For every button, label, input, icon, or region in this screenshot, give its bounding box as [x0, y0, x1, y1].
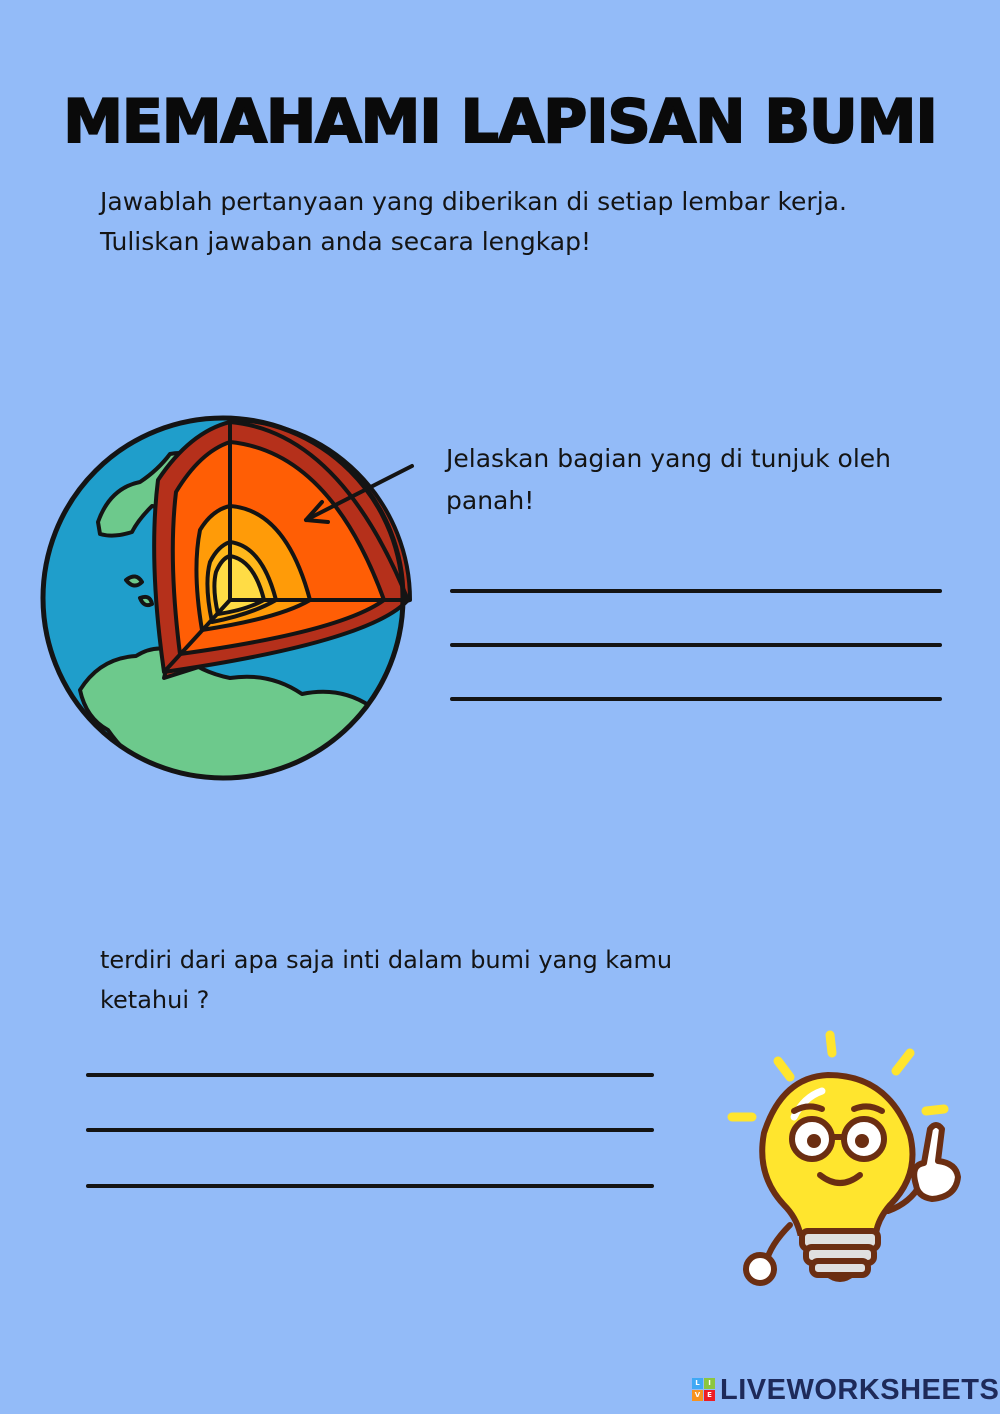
answer-1-line-3[interactable] [450, 697, 942, 701]
answer-2-line-2[interactable] [86, 1128, 654, 1132]
question-1 [446, 438, 946, 522]
question-2-line-1: terdiri dari apa saja inti dalam bumi yang kamu [100, 946, 673, 974]
question-2-line-2: ketahui ? [100, 986, 210, 1014]
instructions-line-2: Tuliskan jawaban anda secara lengkap! [100, 227, 592, 256]
lightbulb-mascot-illustration [720, 1025, 980, 1295]
answer-1-line-2[interactable] [450, 643, 942, 647]
answer-1-line-1[interactable] [450, 589, 942, 593]
page-title: MEMAHAMI LAPISAN BUMI [63, 87, 937, 157]
earth-layers-illustration [40, 410, 440, 790]
answer-2-line-3[interactable] [86, 1184, 654, 1188]
instructions-line-1: Jawablah pertanyaan yang diberikan di setiap lembar kerja. [100, 187, 847, 216]
instructions [100, 182, 940, 262]
question-1-line-1: Jelaskan bagian yang di tunjuk oleh [446, 444, 892, 473]
liveworksheets-mark-icon: L I V E [692, 1378, 716, 1402]
answer-2-line-1[interactable] [86, 1073, 654, 1077]
liveworksheets-logo [692, 1370, 999, 1410]
liveworksheets-text: LIVEWORKSHEETS [720, 1373, 1000, 1406]
question-2 [100, 940, 700, 1020]
question-1-line-2: panah! [446, 486, 535, 515]
